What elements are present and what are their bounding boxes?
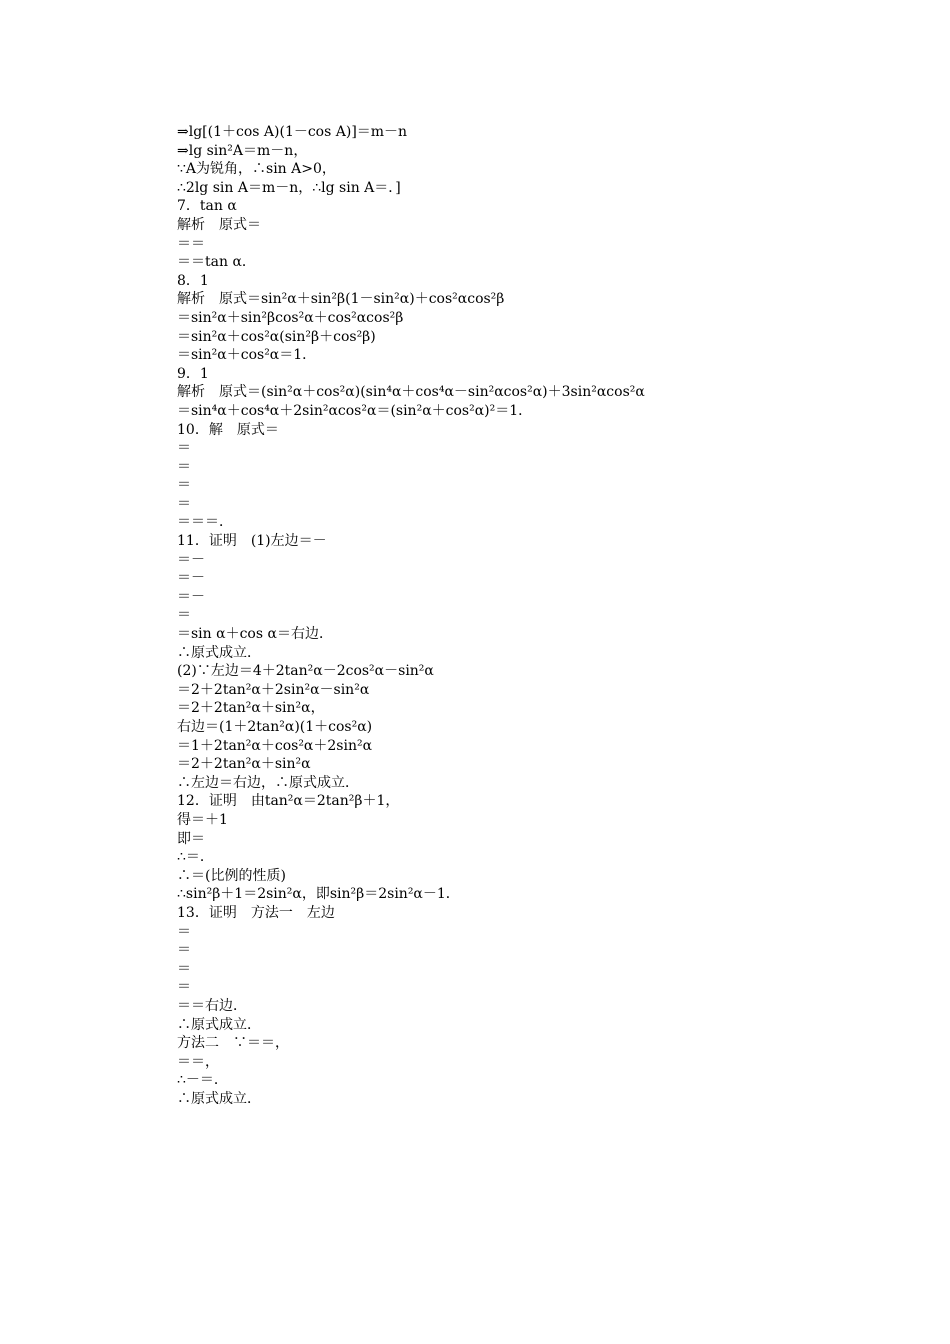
text-line: ＝ [177,960,191,977]
text-line: ＝ [177,923,191,940]
text-line: ＝2＋2tan²α＋2sin²α－sin²α [177,681,370,698]
text-line: ＝sin⁴α＋cos⁴α＋2sin²αcos²α＝(sin²α＋cos²α)²＝1． [177,402,533,419]
text-line: ∴原式成立． [177,1090,261,1107]
text-line: ＝－ [177,570,205,587]
text-line: ⇒lg[(1＋cos A)(1－cos A)]＝m－n [177,124,408,140]
text-line: ＝ [177,440,191,457]
text-line: 方法二 ∵＝＝， [177,1035,289,1052]
text-line: 13．证明 方法一 左边 [177,904,335,921]
text-line: ∴2lg sin A＝m－n，∴lg sin A＝．] [177,179,401,196]
text-line: 右边＝(1＋2tan²α)(1＋cos²α) [177,719,373,735]
text-line: ＝－ [177,588,205,605]
text-line: ＝2＋2tan²α＋sin²α， [177,700,325,717]
text-line: ∴－＝． [177,1072,228,1089]
text-line: ＝＝＝． [177,514,233,531]
text-line: ∴＝． [177,849,214,866]
text-line: 解析 原式＝(sin²α＋cos²α)(sin⁴α＋cos⁴α－sin²αcos²α)＋3sin²αcos²α [177,384,645,401]
text-line: ∴sin²β＋1＝2sin²α，即sin²β＝2sin²α－1． [177,886,460,903]
text-line: ＝＝， [177,1053,219,1070]
text-line: ＝＝tan α． [177,254,256,271]
text-line: ＝ [177,607,191,624]
text-line: ＝sin²α＋cos²α(sin²β＋cos²β) [177,328,376,345]
text-line: ＝sin α＋cos α＝右边． [177,626,333,643]
text-line: ＝ [177,477,191,494]
text-line: ＝ [177,979,191,996]
text-line: 12．证明 由tan²α＝2tan²β＋1， [177,793,400,810]
text-line: ＝＝右边． [177,997,247,1014]
document-body [177,123,817,1108]
text-line: (2)∵左边＝4＋2tan²α－2cos²α－sin²α [177,663,434,680]
text-line: ＝ [177,942,191,959]
text-line: ∴左边＝右边，∴原式成立． [177,774,359,791]
text-line: ＝ [177,495,191,512]
text-line: 得＝＋1 [177,811,228,828]
text-line: 9．1 [177,365,209,382]
text-line: ＝sin²α＋cos²α＝1． [177,347,317,364]
text-line: ＝ [177,458,191,475]
text-line: 解析 原式＝ [177,216,261,233]
text-line: ⇒lg sin²A＝m－n， [177,142,308,159]
text-line: 即＝ [177,830,205,847]
text-line: ∴原式成立． [177,1016,261,1033]
text-line: ＝－ [177,551,205,568]
text-line: ＝sin²α＋sin²βcos²α＋cos²αcos²β [177,309,404,326]
text-line: ∵A为锐角，∴sin A>0， [177,161,336,178]
text-line: ＝2＋2tan²α＋sin²α [177,756,311,773]
text-line: 解析 原式＝sin²α＋sin²β(1－sin²α)＋cos²αcos²β [177,291,505,308]
text-line: 8．1 [177,272,209,289]
text-line: ∴＝(比例的性质) [177,867,286,884]
text-line: 10．解 原式＝ [177,421,279,438]
text-line: ＝1＋2tan²α＋cos²α＋2sin²α [177,737,373,754]
text-line: 7．tan α [177,198,237,215]
text-line: ∴原式成立． [177,644,261,661]
text-line: ＝＝ [177,235,205,252]
text-line: 11．证明 (1)左边＝－ [177,533,327,550]
